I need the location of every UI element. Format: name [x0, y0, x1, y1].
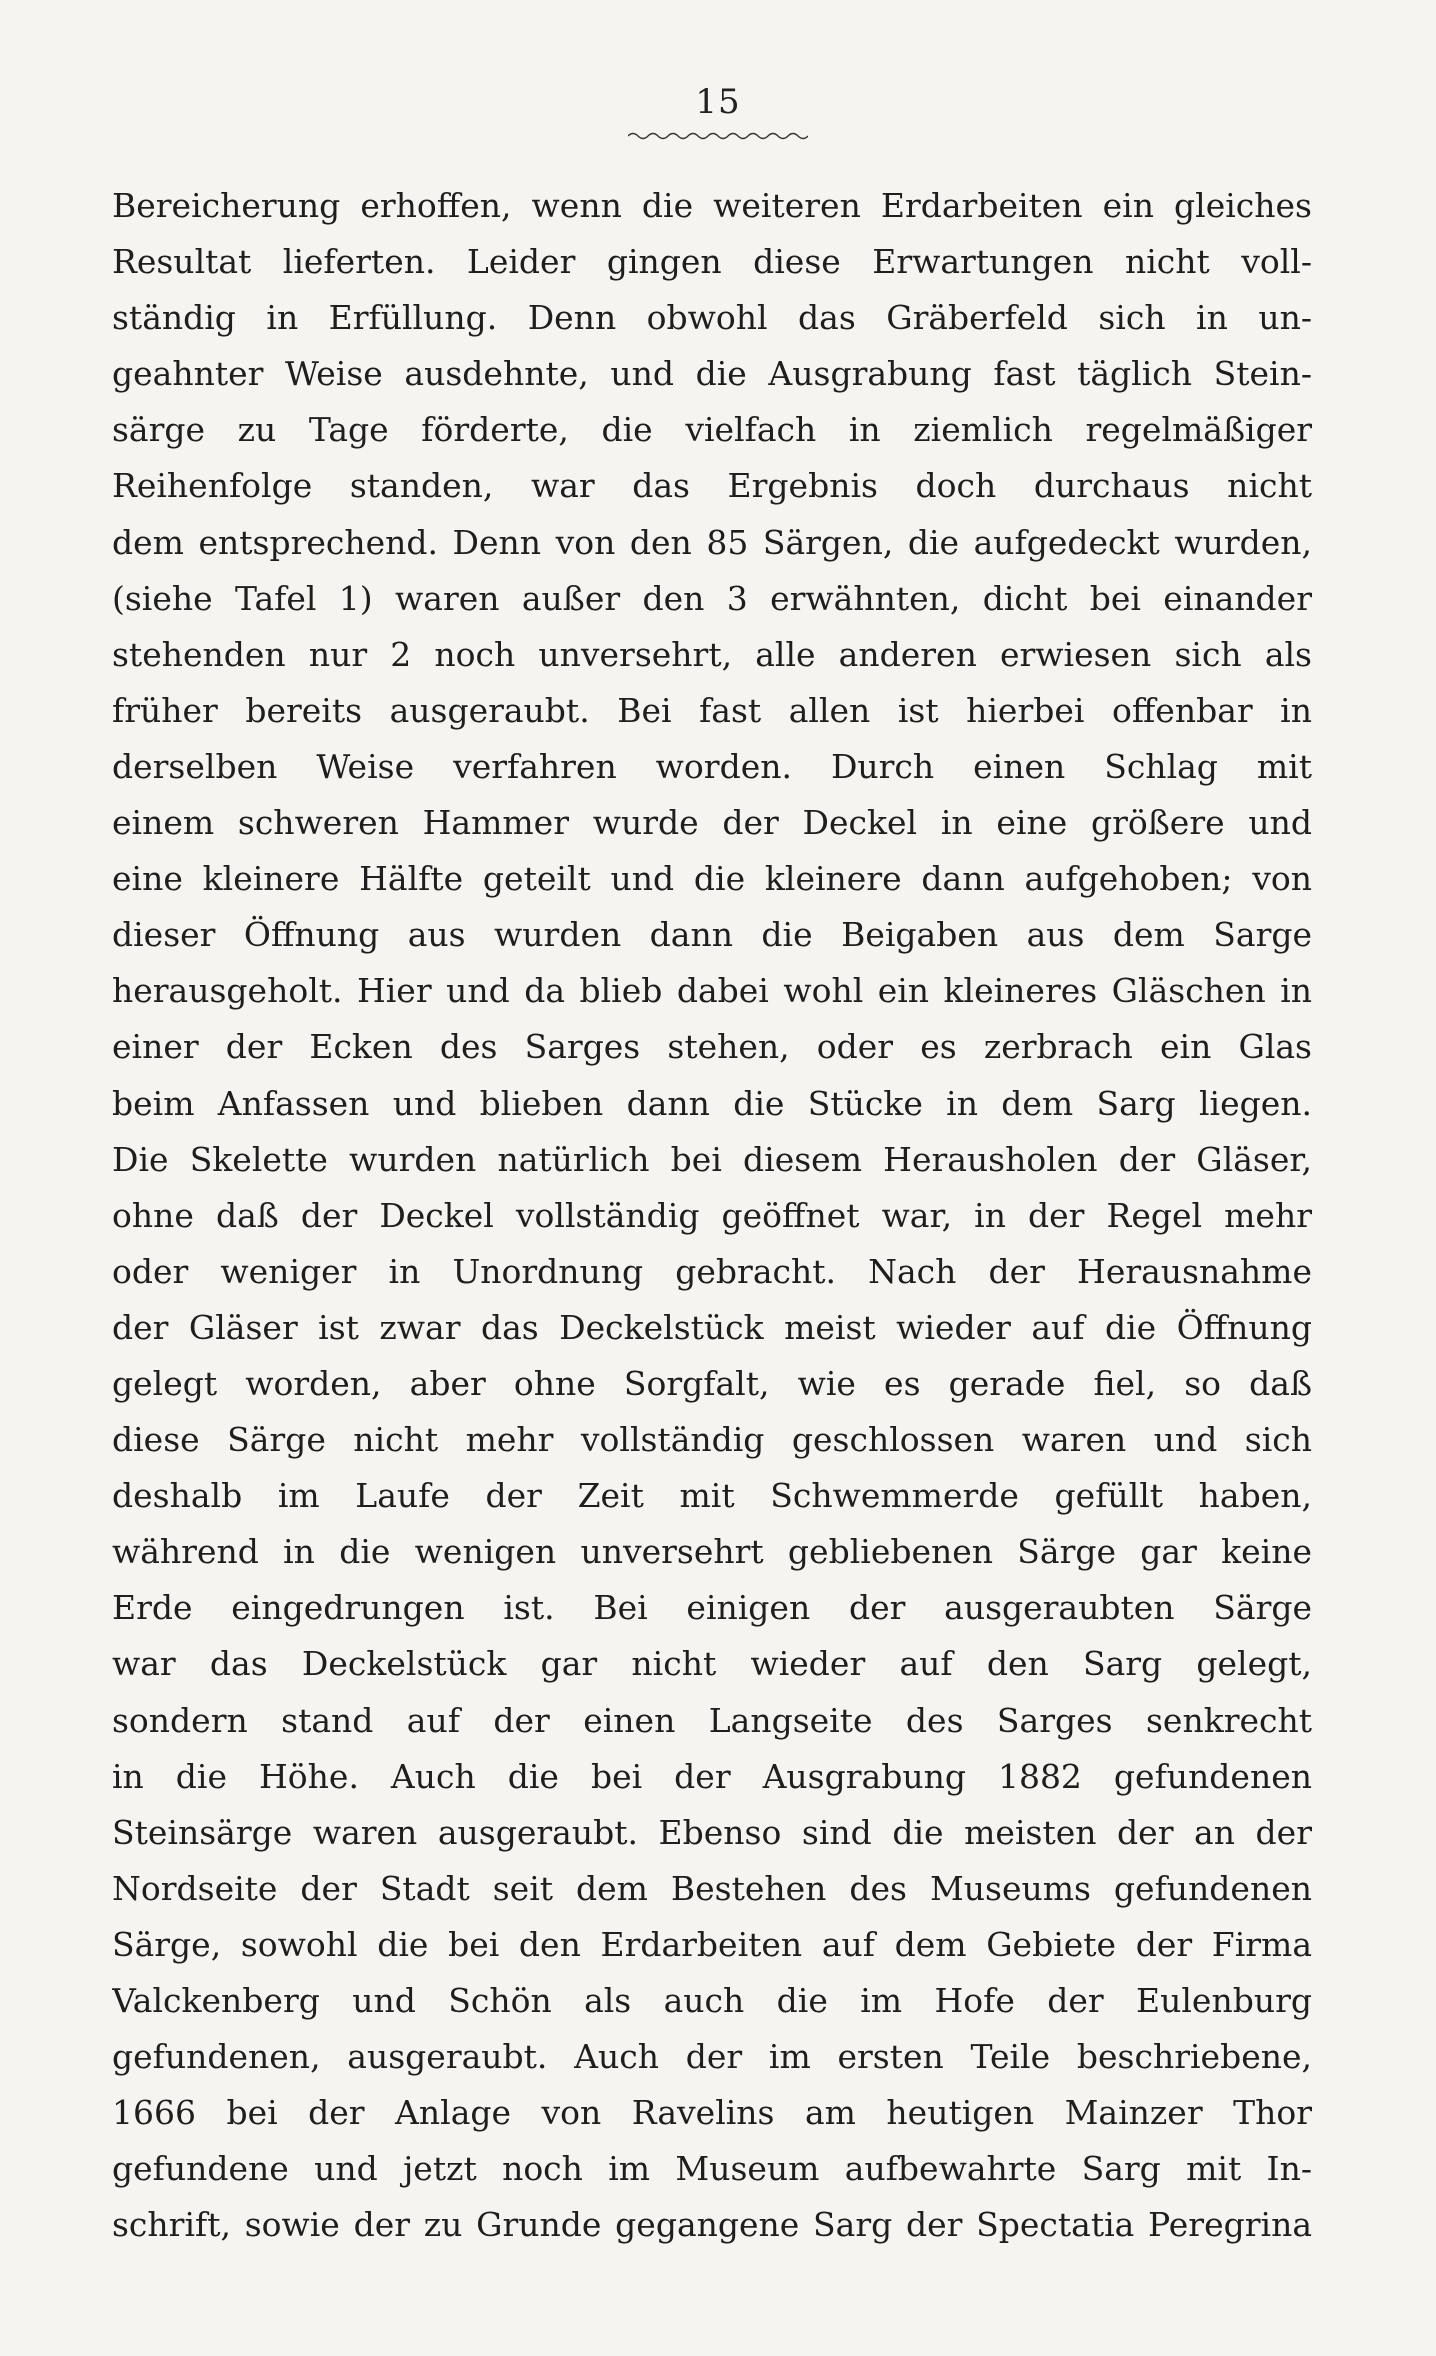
text-line: oder weniger in Unordnung gebracht. Nach der Herausnahme — [112, 1251, 1312, 1291]
text-line: der Gläser ist zwar das Deckelstück meist wieder auf die Öffnung — [112, 1307, 1312, 1347]
text-line: dem entsprechend. Denn von den 85 Särgen, die aufgedeckt wurden, — [112, 522, 1312, 562]
text-line: früher bereits ausgeraubt. Bei fast allen ist hierbei offenbar in — [112, 690, 1312, 730]
text-line: ständig in Erfüllung. Denn obwohl das Gräberfeld sich in un- — [112, 298, 1312, 338]
text-line: sondern stand auf der einen Langseite des Sarges senkrecht — [112, 1700, 1312, 1740]
text-line: einer der Ecken des Sarges stehen, oder es zerbrach ein Glas — [112, 1027, 1312, 1067]
body-text — [112, 178, 1312, 2253]
text-line: 1666 bei der Anlage von Ravelins am heutigen Mainzer Thor — [112, 2093, 1312, 2133]
text-line: Resultat lieferten. Leider gingen diese Erwartungen nicht voll- — [112, 242, 1312, 282]
text-line: ohne daß der Deckel vollständig geöffnet war, in der Regel mehr — [112, 1195, 1312, 1235]
text-line: Bereicherung erhoffen, wenn die weiteren Erdarbeiten ein gleiches — [112, 186, 1312, 225]
text-line: Nordseite der Stadt seit dem Bestehen des Museums gefundenen — [112, 1868, 1312, 1908]
text-line: Die Skelette wurden natürlich bei diesem Herausholen der Gläser, — [112, 1139, 1312, 1179]
text-line: Valckenberg und Schön als auch die im Hofe der Eulenburg — [112, 1981, 1312, 2020]
text-line: eine kleinere Hälfte geteilt und die kleinere dann aufgehoben; von — [112, 859, 1312, 899]
text-line: Reihenfolge standen, war das Ergebnis doch durchaus nicht — [112, 466, 1312, 506]
text-line: Särge, sowohl die bei den Erdarbeiten auf dem Gebiete der Firma — [112, 1924, 1312, 1964]
text-line: herausgeholt. Hier und da blieb dabei wohl ein kleineres Gläschen in — [112, 971, 1312, 1011]
text-line: in die Höhe. Auch die bei der Ausgrabung 1882 gefundenen — [112, 1756, 1312, 1796]
page-number: 15 — [695, 82, 741, 122]
text-line: war das Deckelstück gar nicht wieder auf den Sarg gelegt, — [112, 1644, 1312, 1684]
text-line: gelegt worden, aber ohne Sorgfalt, wie es gerade fiel, so daß — [112, 1363, 1312, 1403]
text-line: derselben Weise verfahren worden. Durch einen Schlag mit — [112, 746, 1312, 786]
text-line: während in die wenigen unversehrt gebliebenen Särge gar keine — [112, 1532, 1312, 1572]
text-line: deshalb im Laufe der Zeit mit Schwemmerde gefüllt haben, — [112, 1476, 1312, 1516]
text-line: diese Särge nicht mehr vollständig geschlossen waren und sich — [112, 1420, 1312, 1460]
text-line: schrift, sowie der zu Grunde gegangene Sarg der Spectatia Peregrina — [112, 2205, 1312, 2245]
text-line: Erde eingedrungen ist. Bei einigen der ausgeraubten Särge — [112, 1588, 1312, 1628]
text-line: gefundene und jetzt noch im Museum aufbewahrte Sarg mit In- — [112, 2149, 1312, 2189]
text-line: särge zu Tage förderte, die vielfach in ziemlich regelmäßiger — [112, 410, 1312, 450]
text-line: einem schweren Hammer wurde der Deckel in eine größere und — [112, 803, 1312, 843]
text-line: dieser Öffnung aus wurden dann die Beigaben aus dem Sarge — [112, 915, 1312, 955]
text-line: stehenden nur 2 noch unversehrt, alle anderen erwiesen sich als — [112, 634, 1312, 674]
text-line: geahnter Weise ausdehnte, und die Ausgrabung fast täglich Stein- — [112, 354, 1312, 394]
text-line: Steinsärge waren ausgeraubt. Ebenso sind die meisten der an der — [112, 1812, 1312, 1852]
wavy-rule-ornament — [628, 131, 808, 141]
text-line: beim Anfassen und blieben dann die Stücke in dem Sarg liegen. — [112, 1083, 1312, 1123]
text-line: (siehe Tafel 1) waren außer den 3 erwähnten, dicht bei einander — [112, 578, 1312, 618]
text-line: gefundenen, ausgeraubt. Auch der im ersten Teile beschriebene, — [112, 2037, 1312, 2077]
